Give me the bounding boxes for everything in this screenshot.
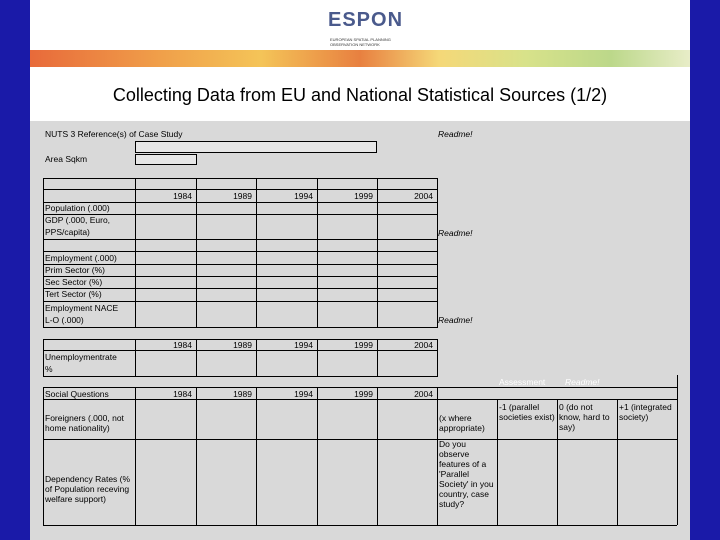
unemployment-unit: %: [45, 364, 53, 374]
year-header-2004: 2004: [414, 191, 433, 201]
year-header-1989: 1989: [233, 389, 252, 399]
assessment-label: Assessment: [499, 377, 546, 387]
row-label: GDP (.000, Euro,: [45, 215, 111, 225]
logo-subtext: EUROPEAN SPATIAL PLANNING OBSERVATION NETWORK: [330, 37, 391, 47]
scale-option-zero[interactable]: 0 (do not know, hard to say): [559, 402, 610, 432]
nuts-label: NUTS 3 Reference(s) of Case Study: [45, 129, 183, 139]
readme-link-1[interactable]: Readme!: [438, 129, 473, 139]
year-header-1994: 1994: [294, 340, 313, 350]
year-header-1994: 1994: [294, 389, 313, 399]
year-header-1999: 1999: [354, 389, 373, 399]
year-header-1999: 1999: [354, 340, 373, 350]
where-note: (x where appropriate): [439, 413, 485, 433]
dependency-label: Dependency Rates (% of Population receving welfare support): [45, 474, 131, 504]
nuts-field[interactable]: [135, 141, 377, 153]
readme-link-3[interactable]: Readme!: [438, 315, 473, 325]
year-header-1989: 1989: [233, 340, 252, 350]
row-label: Sec Sector (%): [45, 277, 103, 287]
year-header-1989: 1989: [233, 191, 252, 201]
year-header-1984: 1984: [173, 340, 192, 350]
year-header-1999: 1999: [354, 191, 373, 201]
row-label: Employment (.000): [45, 253, 117, 263]
row-label: L-O (.000): [45, 315, 84, 325]
logo-wordmark: ESPON: [328, 9, 404, 31]
social-questions-label: Social Questions: [45, 389, 109, 399]
slide: [30, 0, 690, 540]
row-label: Employment NACE: [45, 303, 119, 313]
unemployment-label: Unemploymentrate: [45, 352, 117, 362]
readme-link-4[interactable]: Readme!: [565, 377, 600, 387]
scale-option-plus-one[interactable]: +1 (integrated society): [619, 402, 672, 422]
slide-title: Collecting Data from EU and National Statistical Sources (1/2): [112, 85, 608, 105]
foreigners-label: Foreigners (.000, not home nationality): [45, 413, 124, 433]
area-label: Area Sqkm: [45, 154, 88, 164]
scale-option-minus-one[interactable]: -1 (parallel societies exist): [499, 402, 555, 422]
row-label: PPS/capita): [45, 227, 90, 237]
map-banner: [30, 50, 690, 67]
parallel-society-question: Do you observe features of a 'Parallel Society' in you country, case study?: [439, 439, 494, 509]
row-label: Tert Sector (%): [45, 289, 102, 299]
row-label: Population (.000): [45, 203, 110, 213]
year-header-2004: 2004: [414, 340, 433, 350]
year-header-1984: 1984: [173, 191, 192, 201]
data-collection-form: [30, 121, 690, 540]
espon-logo: [30, 0, 690, 50]
year-header-1984: 1984: [173, 389, 192, 399]
area-field[interactable]: [135, 154, 197, 165]
year-header-2004: 2004: [414, 389, 433, 399]
row-label: Prim Sector (%): [45, 265, 105, 275]
readme-link-2[interactable]: Readme!: [438, 228, 473, 238]
year-header-1994: 1994: [294, 191, 313, 201]
